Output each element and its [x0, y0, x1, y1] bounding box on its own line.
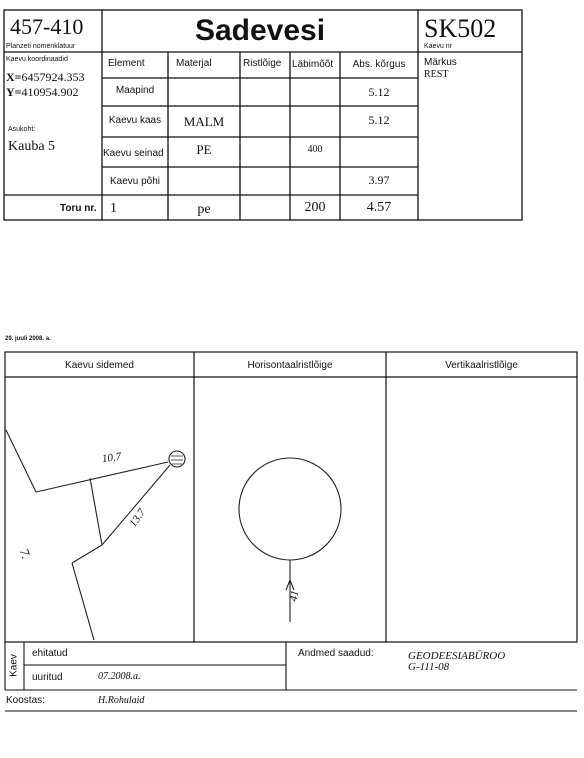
map-sheet-caption: Planzeti nomenklatuur — [6, 43, 76, 50]
row-materjal-seinad: PE — [196, 142, 212, 157]
row-element-kaas: Kaevu kaas — [108, 115, 162, 126]
pipe-mark: 41 — [287, 589, 302, 603]
pipe-materjal: pe — [197, 202, 211, 217]
andmed-value-2: G-111-08 — [408, 661, 450, 673]
col-header-markus: Märkus — [424, 57, 457, 68]
coordinate-x: X=6457924.353 — [6, 70, 85, 84]
col-horisontaal: Horisontaalristlõige — [247, 360, 333, 371]
row-materjal-kaas: MALM — [183, 114, 225, 129]
row-korgus-pohi: 3.97 — [368, 173, 390, 187]
row-element-pohi: Kaevu põhi — [109, 176, 161, 187]
footer-side-label: Kaev — [8, 654, 20, 677]
tie-sketch — [6, 430, 185, 640]
koostas-value: H.Rohulaid — [98, 695, 145, 706]
row-labimoot-seinad: 400 — [307, 144, 323, 155]
map-sheet-number: 457-410 — [10, 14, 84, 39]
andmed-value-1: GEODEESIABÜROO — [408, 650, 506, 662]
well-id-caption: Kaevu nr — [424, 43, 453, 50]
pipe-label: Toru nr. — [60, 203, 97, 214]
uuritud-label: uuritud — [32, 672, 63, 683]
pipe-number: 1 — [110, 201, 117, 216]
row-element-seinad: Kaevu seinad — [103, 148, 164, 159]
pipe-korgus: 4.57 — [366, 200, 392, 215]
col-header-labimoot: Läbimõõt — [292, 59, 334, 70]
remark-value: REST — [424, 69, 449, 80]
row-korgus-kaas: 5.12 — [368, 113, 390, 127]
col-header-ristloige: Ristlõige — [243, 58, 282, 69]
pipe-labimoot: 200 — [304, 200, 326, 215]
dim-label-b: 13.7 — [127, 506, 149, 530]
location-value: Kauba 5 — [8, 139, 56, 154]
date-line: 29. juuli 2008. a. — [5, 336, 51, 342]
andmed-label: Andmed saadud: — [298, 648, 374, 659]
col-vertikaal: Vertikaalristlõige — [445, 360, 518, 371]
col-sidemed: Kaevu sidemed — [65, 360, 134, 371]
row-element-maapind: Maapind — [115, 85, 155, 96]
row-korgus-maapind: 5.12 — [368, 85, 390, 99]
page-title: Sadevesi — [194, 14, 326, 47]
coordinates-caption: Kaevu koordinaadid — [6, 56, 68, 63]
col-header-element: Element — [108, 58, 145, 69]
dim-label-a: 10.7 — [101, 450, 122, 466]
dim-label-c: 7. — [16, 546, 35, 561]
well-id: SK502 — [424, 14, 497, 43]
coordinate-y: Y=410954.902 — [6, 85, 79, 99]
col-header-materjal: Materjal — [176, 58, 212, 69]
ehitatud-label: ehitatud — [32, 648, 68, 659]
location-caption: Asukoht: — [8, 126, 36, 133]
koostas-label: Koostas: — [6, 695, 45, 706]
uuritud-value: 07.2008.a. — [98, 671, 141, 682]
col-header-korgus: Abs. kõrgus — [352, 59, 406, 70]
